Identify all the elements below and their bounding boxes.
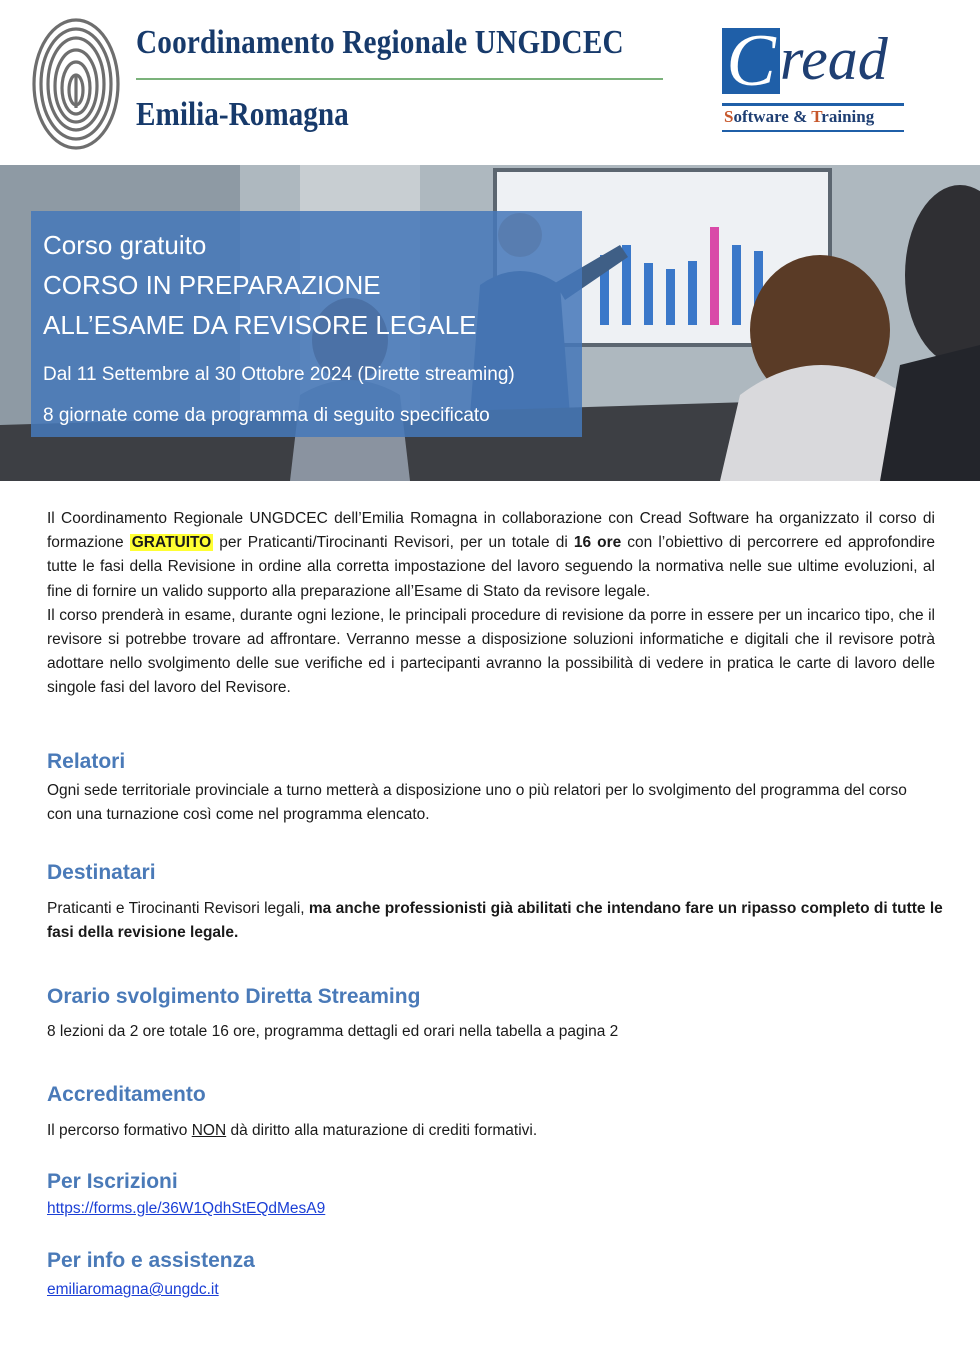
course-kicker: Corso gratuito bbox=[43, 230, 207, 260]
destinatari-heading: Destinatari bbox=[47, 861, 156, 884]
orario-text: 8 lezioni da 2 ore totale 16 ore, programma dettagli ed orari nella tabella a pagina 2 bbox=[47, 1023, 619, 1040]
course-dates: Dal 11 Settembre al 30 Ottobre 2024 (Dirette streaming) bbox=[43, 364, 515, 385]
iscrizioni-heading: Per Iscrizioni bbox=[47, 1170, 178, 1193]
page-header bbox=[0, 0, 980, 165]
relatori-heading: Relatori bbox=[47, 750, 126, 773]
org-name: Coordinamento Regionale UNGDCEC bbox=[136, 24, 624, 61]
registration-link[interactable]: https://forms.gle/36W1QdhStEQdMesA9 bbox=[47, 1200, 326, 1217]
fingerprint-logo-icon bbox=[30, 16, 122, 151]
cread-logo-initial: C bbox=[722, 28, 780, 94]
relatori-text: Ogni sede territoriale provinciale a turno metterà a disposizione uno o più relatori per lo svolgimento del programma del corso con una turnazione così come nel programma elencato. bbox=[47, 782, 907, 824]
orario-heading: Orario svolgimento Diretta Streaming bbox=[47, 985, 421, 1008]
course-days: 8 giornate come da programma di seguito specificato bbox=[43, 405, 490, 426]
intro-paragraph-1: Il Coordinamento Regionale UNGDCEC dell’Emilia Romagna in collaborazione con Cread Software ha organizzato il corso di formazione GRATUITO per Praticanti/Tirocinanti Revisori, per un totale di 16 ore con l’obiettivo di percorrere ed approfondire tutte le fasi della Revisione in ordine alla corretta impostazione del lavoro seguendo la normativa nelle sue ultime evoluzioni, al fine di fornire un valido supporto alla preparazione all’Esame di Stato da revisore legale. bbox=[47, 510, 936, 600]
course-title-line1: CORSO IN PREPARAZIONE bbox=[43, 270, 381, 300]
cread-logo-tagline: Software & Training bbox=[724, 107, 875, 126]
accreditamento-heading: Accreditamento bbox=[47, 1083, 206, 1106]
destinatari-text: Praticanti e Tirocinanti Revisori legali, ma anche professionisti già abilitati che intendano fare un ripasso completo di tutte le fasi della revisione legale. bbox=[47, 900, 943, 942]
cread-logo bbox=[722, 20, 906, 136]
intro-text bbox=[47, 507, 935, 701]
info-heading: Per info e assistenza bbox=[47, 1249, 255, 1272]
cread-logo-rule bbox=[722, 103, 904, 106]
course-title-line2: ALL’ESAME DA REVISORE LEGALE bbox=[43, 310, 477, 340]
contact-email-link[interactable]: emiliaromagna@ungdc.it bbox=[47, 1281, 219, 1298]
org-region: Emilia-Romagna bbox=[136, 96, 349, 133]
cread-logo-word: read bbox=[780, 26, 888, 92]
intro-paragraph-2: Il corso prenderà in esame, durante ogni lezione, le principali procedure di revisione da porre in essere per un incarico tipo, che il revisore si potrebbe trovare ad affrontare. Verranno messe a disposizione soluzioni informatiche e digitali che il revisore potrà adottare nello svolgimento delle sue verifiche ed i partecipanti avranno la possibilità di vedere in pratica le carte di lavoro delle singole fasi del lavoro del Revisore. bbox=[47, 606, 935, 697]
iscrizioni-line bbox=[47, 1197, 962, 1221]
header-divider bbox=[136, 78, 663, 80]
info-line bbox=[47, 1278, 962, 1302]
free-highlight: GRATUITO bbox=[131, 534, 212, 552]
accreditamento-text: Il percorso formativo NON dà diritto alla maturazione di crediti formativi. bbox=[47, 1122, 538, 1139]
cread-logo-rule-bottom bbox=[722, 130, 904, 132]
